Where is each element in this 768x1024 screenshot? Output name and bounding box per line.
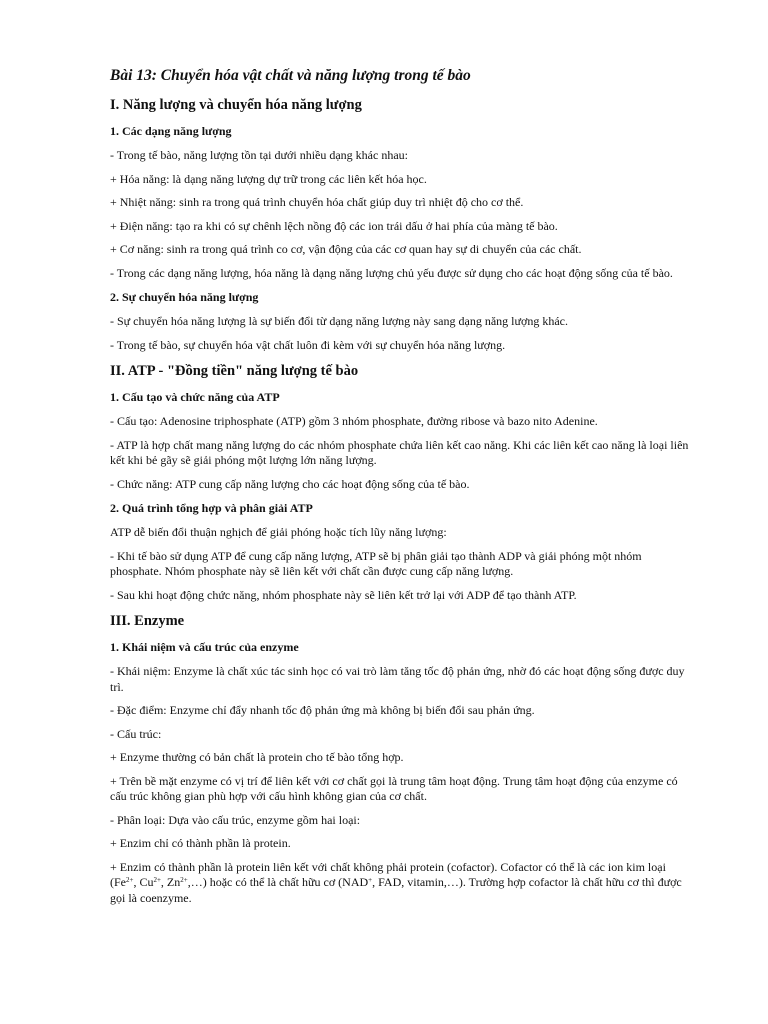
paragraph: + Nhiệt năng: sinh ra trong quá trình chuyển hóa chất giúp duy trì nhiệt độ cho cơ thể.: [110, 195, 524, 209]
paragraph: - Cấu tạo: Adenosine triphosphate (ATP) gồm 3 nhóm phosphate, đường ribose và bazo nito Adenine.: [110, 414, 598, 428]
paragraph: - Khái niệm: Enzyme là chất xúc tác sinh học có vai trò làm tăng tốc độ phản ứng, nhờ đó các hoạt động sống được duy trì.: [110, 664, 685, 694]
paragraph: - Trong các dạng năng lượng, hóa năng là dạng năng lượng chủ yếu được sử dụng cho các hoạt động sống của tế bào.: [110, 265, 673, 280]
section-1-2-heading: 2. Sự chuyển hóa năng lượng: [110, 290, 259, 304]
section-1-heading: I. Năng lượng và chuyển hóa năng lượng: [110, 97, 362, 113]
text-run: ,…) hoặc có thể là chất hữu cơ (NAD: [187, 875, 369, 889]
paragraph: - Sự chuyển hóa năng lượng là sự biến đổi từ dạng năng lượng này sang dạng năng lượng khác.: [110, 314, 568, 328]
paragraph: - Trong tế bào, năng lượng tồn tại dưới nhiều dạng khác nhau:: [110, 148, 408, 162]
paragraph: + Điện năng: tạo ra khi có sự chênh lệch nồng độ các ion trái dấu ở hai phía của màng tế bào.: [110, 218, 558, 233]
text-run: + Enzim có thành phần là protein liên kết với chất không phải protein (cofactor). Cofactor có thể là các ion kim loại (Fe: [110, 859, 666, 889]
paragraph: + Hóa năng: là dạng năng lượng dự trữ trong các liên kết hóa học.: [110, 171, 427, 186]
paragraph: - Khi tế bào sử dụng ATP để cung cấp năng lượng, ATP sẽ bị phân giải tạo thành ADP và giải phóng một nhóm phosphate. Nhóm phosphate này sẽ liên kết với chất cần được cung cấp năng lượng.: [110, 548, 642, 578]
paragraph: + Trên bề mặt enzyme có vị trí để liên kết với cơ chất gọi là trung tâm hoạt động. Trung tâm hoạt động của enzyme có cấu trúc không gian phù hợp với cấu hình không gian của cơ chất.: [110, 773, 678, 803]
superscript: +: [368, 876, 373, 884]
superscript: 2+: [126, 876, 134, 884]
paragraph-cofactor: [110, 860, 694, 907]
paragraph: - ATP là hợp chất mang năng lượng do các nhóm phosphate chứa liên kết cao năng. Khi các liên kết cao năng là loại liên kết khi bẻ gãy sẽ giải phóng một lượng lớn năng lượng.: [110, 437, 689, 467]
superscript: 2+: [180, 876, 188, 884]
section-3-heading: III. Enzyme: [110, 613, 185, 629]
paragraph: - Sau khi hoạt động chức năng, nhóm phosphate này sẽ liên kết trở lại với ADP để tạo thành ATP.: [110, 587, 577, 602]
text-run: , FAD, vitamin,…). Trường hợp cofactor là chất hữu cơ thì được gọi là coenzyme.: [110, 875, 682, 905]
section-1-1-heading: 1. Các dạng năng lượng: [110, 124, 232, 138]
text-run: , Zn: [160, 875, 181, 889]
lesson-title: Bài 13: Chuyển hóa vật chất và năng lượng trong tế bào: [110, 67, 471, 84]
paragraph: ATP dễ biến đổi thuận nghịch để giải phóng hoặc tích lũy năng lượng:: [110, 525, 447, 539]
superscript: 2+: [153, 876, 161, 884]
paragraph: + Cơ năng: sinh ra trong quá trình co cơ, vận động của các cơ quan hay sự di chuyển của các chất.: [110, 242, 582, 256]
section-2-2-heading: 2. Quá trình tổng hợp và phân giải ATP: [110, 501, 313, 515]
section-3-1-heading: 1. Khái niệm và cấu trúc của enzyme: [110, 640, 299, 654]
paragraph: - Đặc điểm: Enzyme chỉ đẩy nhanh tốc độ phản ứng mà không bị biến đổi sau phản ứng.: [110, 703, 535, 717]
section-2-heading: II. ATP - "Đồng tiền" năng lượng tế bào: [110, 363, 359, 379]
paragraph: - Chức năng: ATP cung cấp năng lượng cho các hoạt động sống của tế bào.: [110, 476, 470, 491]
paragraph: - Cấu trúc:: [110, 726, 162, 741]
text-run: , Cu: [133, 875, 154, 889]
paragraph: - Trong tế bào, sự chuyển hóa vật chất luôn đi kèm với sự chuyển hóa năng lượng.: [110, 337, 506, 352]
section-2-1-heading: 1. Cấu tạo và chức năng của ATP: [110, 390, 280, 404]
paragraph: + Enzim chỉ có thành phần là protein.: [110, 836, 291, 850]
document-page: [110, 66, 694, 914]
paragraph: - Phân loại: Dựa vào cấu trúc, enzyme gồm hai loại:: [110, 812, 361, 827]
paragraph: + Enzyme thường có bản chất là protein cho tế bào tổng hợp.: [110, 750, 404, 764]
